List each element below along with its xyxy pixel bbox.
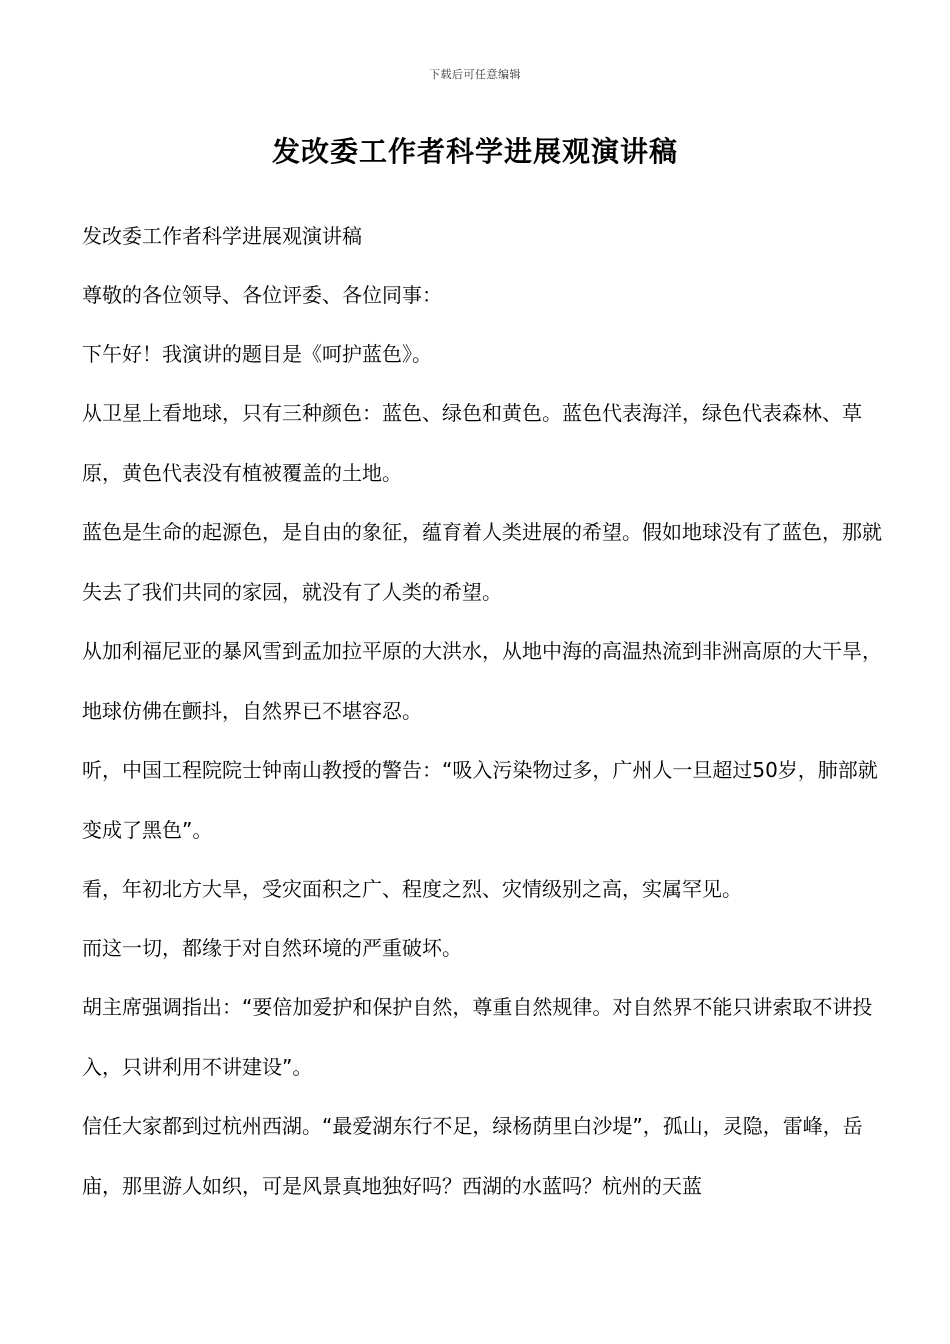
paragraph: 蓝色是生命的起源色，是自由的象征，蕴育着人类进展的希望。假如地球没有了蓝色，那就失去了我们共同的家园，就没有了人类的希望。 (82, 520, 882, 604)
document-title: 发改委工作者科学进展观演讲稿 (271, 135, 678, 168)
paragraph: 听，中国工程院院士钟南山教授的警告：“吸入污染物过多，广州人一旦超过50岁，肺部就变成了黑色”。 (82, 758, 878, 842)
paragraph: 信任大家都到过杭州西湖。“最爱湖东行不足，绿杨荫里白沙堤”，孤山，灵隐，雷峰，岳庙，那里游人如织，可是风景真地独好吗？西湖的水蓝吗？杭州的天蓝 (82, 1114, 863, 1198)
paragraph: 胡主席强调指出：“要倍加爱护和保护自然，尊重自然规律。对自然界不能只讲索取不讲投入，只讲利用不讲建设”。 (82, 995, 873, 1079)
paragraph-intro: 下午好！我演讲的题目是《呵护蓝色》。 (82, 342, 432, 366)
paragraph: 从加利福尼亚的暴风雪到孟加拉平原的大洪水，从地中海的高温热流到非洲高原的大干旱，地球仿佛在颤抖，自然界已不堪容忍。 (82, 639, 882, 723)
header-note: 下载后可任意编辑 (429, 68, 521, 81)
paragraph: 看，年初北方大旱，受灾面积之广、程度之烈、灾情级别之高，实属罕见。 (82, 877, 742, 901)
paragraph: 从卫星上看地球，只有三种颜色：蓝色、绿色和黄色。蓝色代表海洋，绿色代表森林、草原，黄色代表没有植被覆盖的土地。 (82, 401, 862, 485)
paragraph-subtitle: 发改委工作者科学进展观演讲稿 (82, 224, 362, 248)
paragraph: 而这一切，都缘于对自然环境的严重破坏。 (82, 936, 462, 960)
paragraph-greeting: 尊敬的各位领导、各位评委、各位同事： (82, 283, 442, 307)
document-body (82, 216, 882, 1225)
